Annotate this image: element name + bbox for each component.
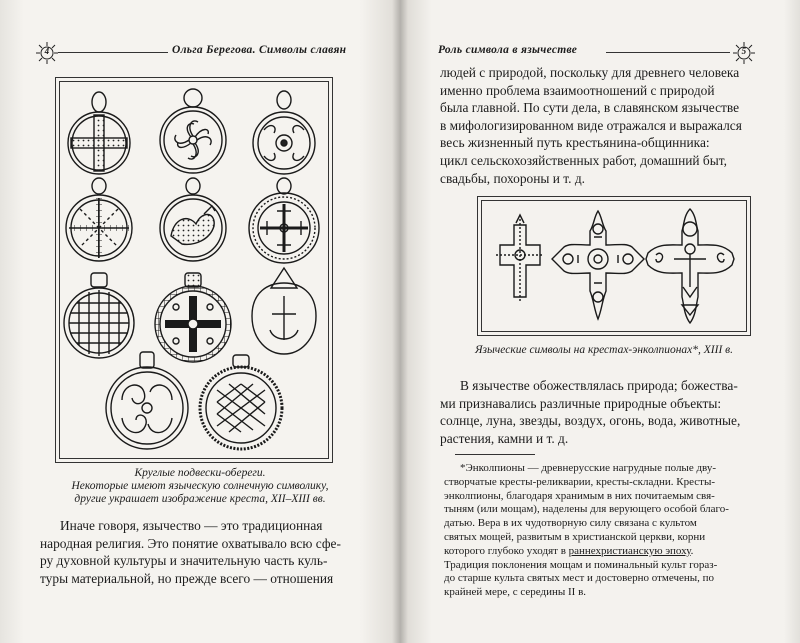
footnote-line: энколпионы, благодаря хранимым в них почитаемым свя- (444, 489, 715, 502)
text-line: была главной. По сути дела, в славянском язычестве (440, 100, 740, 116)
footnote-text: которого глубоко уходят в (444, 544, 569, 557)
right-page (400, 0, 800, 643)
crosses-figure (477, 196, 751, 336)
footnote-line: до старше культа святых мест и достоверно отмечены, по (444, 572, 715, 585)
text-line: свадьбы, похороны и т. д. (440, 170, 585, 186)
page-number: 4 (44, 46, 50, 56)
encolpion-cross-ornate (552, 211, 644, 319)
text-line: ми признавались различные природные объекты: (440, 395, 722, 411)
footnote-line (444, 545, 766, 559)
text-line: в мифологизированном виде отражался и выражался (440, 117, 742, 133)
footnote-line: *Энколпионы — древнерусские нагрудные полые дву- (460, 462, 717, 474)
amulet-lattice (64, 273, 134, 358)
encolpion-cross-figure (646, 209, 734, 323)
footnote-line: датью. Вера в их чудотворную силу связана с культом (444, 517, 697, 530)
footnote-line: Традиция поклонения мощам и поминальный культ гораз- (444, 558, 718, 571)
running-head: Ольга Берегова. Символы славян (172, 44, 347, 56)
text-line: Иначе говоря, язычество — это традиционная (60, 518, 323, 533)
running-head: Роль символа в язычестве (438, 44, 578, 56)
footnote-line: святых мощей, развитым в христианской церкви, корни (444, 530, 706, 543)
header-rule-right (606, 52, 730, 53)
amulet-dark-cross (155, 273, 231, 362)
amulet-cross-ring (249, 178, 319, 263)
crosses-illustration (478, 197, 750, 335)
text-line: людей с природой, поскольку для древнего человека (440, 65, 740, 80)
amulet-cross-hatched (66, 178, 132, 261)
header-rule-left (58, 52, 168, 53)
text-line: растения, камни и т. д. (440, 430, 569, 446)
footnote-line: створчатые кресты-реликварии, кресты-складни. Кресты- (444, 475, 715, 488)
figure-caption-amulets (30, 467, 370, 506)
footnote (444, 462, 766, 600)
text-line: ру духовной культуры и значительную часть куль- (40, 553, 328, 569)
page-number: 5 (741, 46, 747, 56)
footnote-rule (455, 454, 535, 455)
amulet-scroll-pattern (106, 352, 188, 449)
right-body-top (440, 64, 766, 187)
figure-caption-crosses: Языческие символы на крестах-энколпионах*, XIII в. (474, 344, 734, 356)
caption-line: Круглые подвески-обереги. (134, 467, 266, 479)
left-body-text (40, 517, 358, 587)
text-line: весь жизненный путь крестьянина-общинника: (440, 135, 710, 151)
amulet-cross-dotted (68, 92, 130, 174)
encolpion-cross-small (496, 215, 544, 301)
book-gutter (392, 0, 408, 643)
text-line: именно проблема взаимоотношений с природой (440, 82, 715, 98)
right-body-bottom (440, 377, 766, 447)
amulet-anchor-cross (252, 268, 316, 354)
amulets-figure (55, 77, 333, 463)
footnote-text: . (690, 544, 694, 557)
amulets-illustration (56, 78, 332, 462)
footnote-line: крайней мере, с середины II в. (444, 586, 587, 599)
text-line: цикл сельскохозяйственных работ, домашний быт, (440, 152, 727, 168)
amulet-woven-knot (200, 355, 282, 449)
caption-line: другие украшает изображение креста, XII–XIII вв. (74, 493, 326, 505)
caption-line: Некоторые имеют языческую солнечную символику, (71, 480, 329, 492)
amulet-bird (160, 178, 226, 261)
footnote-line: тыням (или мощам), наделены для верующего особой благо- (444, 503, 729, 516)
amulet-sun-rosette (160, 89, 226, 173)
underlined-term: раннехристианскую эпоху (568, 544, 691, 557)
text-line: В язычестве обожествлялась природа; божества- (460, 378, 738, 393)
amulet-ornament-round (253, 91, 315, 174)
text-line: туры материальной, но прежде всего — отношения (40, 570, 334, 586)
text-line: солнце, луна, звезды, воздух, огонь, вода, животные, (440, 413, 741, 429)
text-line: народная религия. Это понятие охватывало всю сфе- (40, 535, 341, 551)
